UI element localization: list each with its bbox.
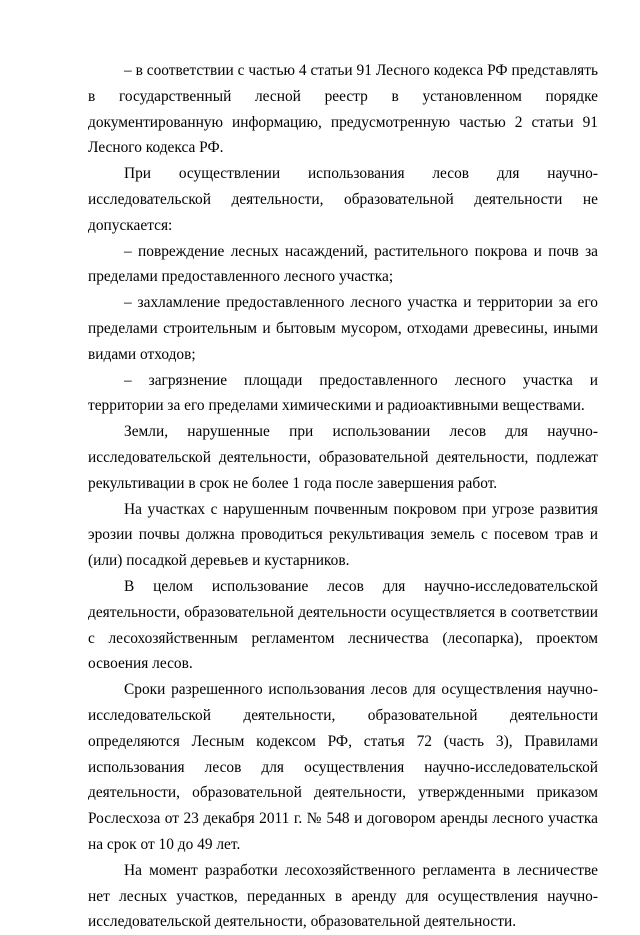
paragraph-current-status: На момент разработки лесохозяйственного регламента в лесничестве нет лесных участков, переданных в аренду для осуществления научно-исследовательской деятельности, образовательной деятельности. [88, 861, 598, 931]
paragraph-prohibition-littering: – захламление предоставленного лесного участка и территории за его пределами строительным и бытовым мусором, отходами древесины, иными видами отходов; [88, 294, 598, 363]
paragraph-prohibition-pollution: – загрязнение площади предоставленного лесного участка и территории за его пределами химическими и радиоактивными веществами. [88, 371, 598, 415]
paragraph-general-regulation: В целом использование лесов для научно-исследовательской деятельности, образовательной деятельности осуществляется в соответствии с лесохозяйственным регламентом лесничества (лесопарка), проектом освоения лесов. [88, 577, 598, 673]
paragraph-erosion-recultivation: На участках с нарушенным почвенным покровом при угрозе развития эрозии почвы должна проводиться рекультивация земель с посевом трав и (или) посадкой деревьев и кустарников. [88, 500, 598, 570]
paragraph-prohibition-damage: – повреждение лесных насаждений, растительного покрова и почв за пределами предоставленного лесного участка; [88, 242, 598, 286]
paragraph-prohibitions-intro: При осуществлении использования лесов для научно-исследовательской деятельности, образовательной деятельности не допускается: [88, 165, 598, 234]
paragraph-usage-terms: Сроки разрешенного использования лесов для осуществления научно-исследовательской деятельности, образовательной деятельности определяются Лесным кодексом РФ, статья 72 (часть 3), Правилами использования лесов для осуществления научно-исследовательской деятельности, образовательной деятельности, утвержденными приказом Рослесхоза от 23 декабря 2011 г. № 548 и договором аренды лесного участка на срок от 10 до 49 лет. [88, 681, 598, 853]
document-body [88, 58, 598, 935]
paragraph-recultivation-term: Земли, нарушенные при использовании лесов для научно- исследовательской деятельности, образовательной деятельности, подлежат рекультивации в срок не более 1 года после завершения работ. [88, 423, 598, 492]
paragraph-reporting-obligation: – в соответствии с частью 4 статьи 91 Лесного кодекса РФ представлять в государственный лесной реестр в установленном порядке документированную информацию, предусмотренную частью 2 статьи 91 Лесного кодекса РФ. [88, 62, 598, 157]
